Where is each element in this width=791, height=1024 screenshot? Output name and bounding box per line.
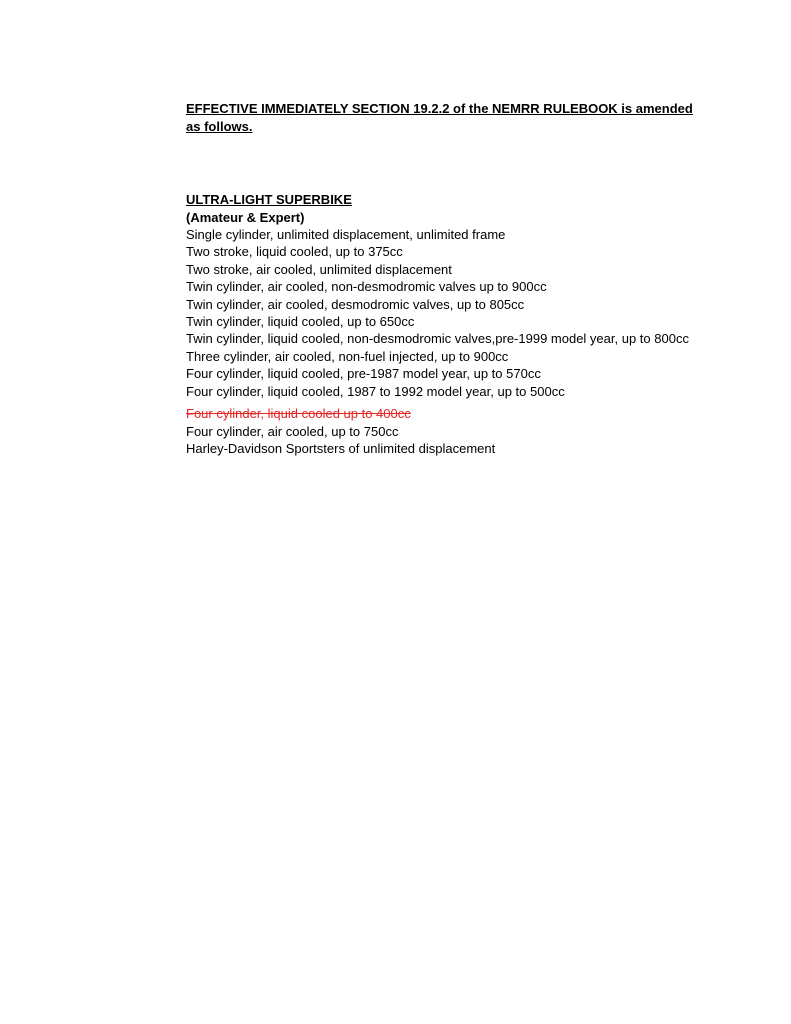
class-subtitle: (Amateur & Expert) <box>186 210 305 225</box>
removed-list-item: Four cylinder, liquid cooled up to 400cc <box>186 406 411 421</box>
list-item: Harley-Davidson Sportsters of unlimited displacement <box>186 441 496 456</box>
list-item: Two stroke, air cooled, unlimited displacement <box>186 261 452 277</box>
list-item: Four cylinder, liquid cooled, 1987 to 1992 model year, up to 500cc <box>186 383 565 399</box>
list-item: Four cylinder, liquid cooled, pre-1987 model year, up to 570cc <box>186 366 541 382</box>
amendment-heading: EFFECTIVE IMMEDIATELY SECTION 19.2.2 of the NEMRR RULEBOOK is amended as follows. <box>186 101 693 134</box>
list-item: Twin cylinder, liquid cooled, non-desmodromic valves,pre-1999 model year, up to 800cc <box>186 331 689 347</box>
eligibility-list <box>186 226 689 400</box>
document-page <box>186 0 706 1024</box>
list-item: Twin cylinder, liquid cooled, up to 650cc <box>186 314 415 330</box>
list-item: Single cylinder, unlimited displacement, unlimited frame <box>186 227 506 242</box>
list-item: Twin cylinder, air cooled, non-desmodromic valves up to 900cc <box>186 279 547 295</box>
list-item: Four cylinder, air cooled, up to 750cc <box>186 423 399 439</box>
list-item: Twin cylinder, air cooled, desmodromic valves, up to 805cc <box>186 296 525 312</box>
list-item: Three cylinder, air cooled, non-fuel injected, up to 900cc <box>186 348 509 364</box>
section-title: ULTRA-LIGHT SUPERBIKE <box>186 192 352 207</box>
amended-list <box>186 405 495 458</box>
list-item: Two stroke, liquid cooled, up to 375cc <box>186 244 403 260</box>
